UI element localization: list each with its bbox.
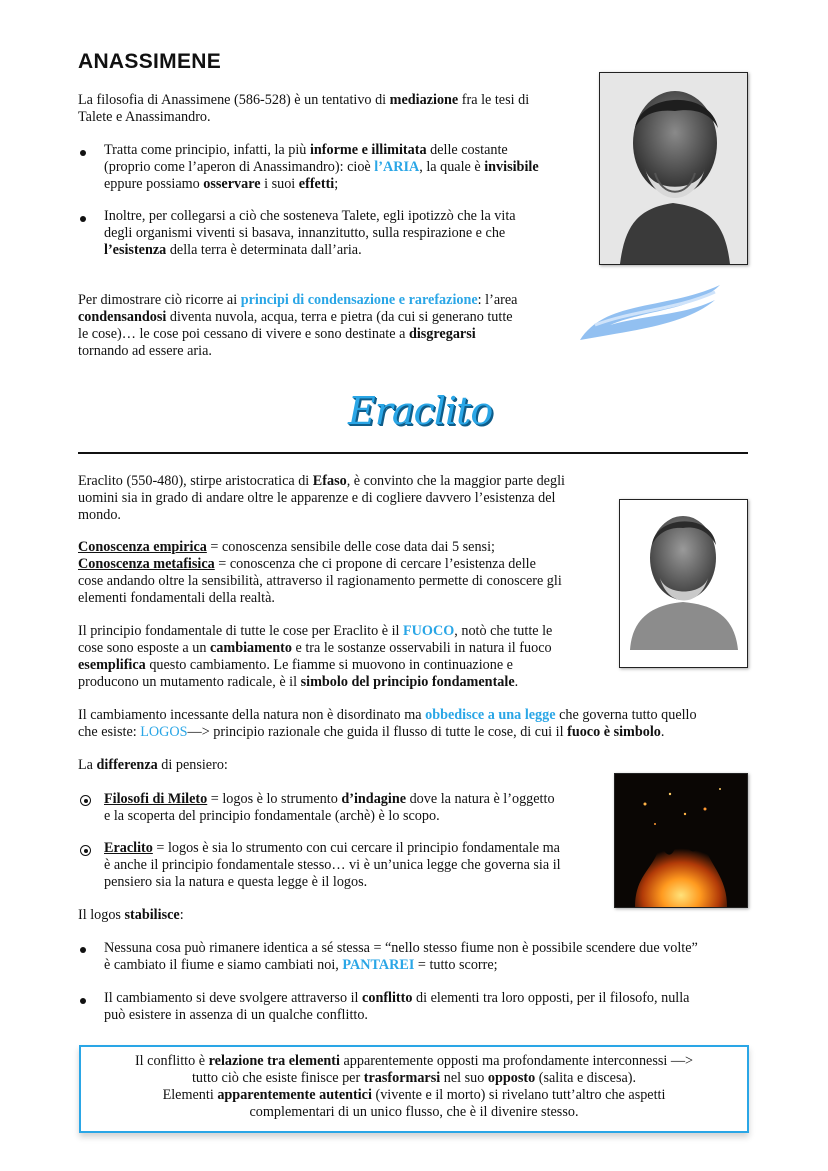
eraclito-conoscenza: Conoscenza empirica = conoscenza sensibile delle cose data dai 5 sensi; Conoscenza metafisica = conoscenza che ci propone di cercare l’esistenza delle cose andando oltre la sensibilità, attraverso il ragionamento permette di conoscere gli elementi fondamentali della realtà. [78, 539, 562, 606]
bullet-circle [80, 845, 91, 856]
eraclito-logos: Il cambiamento incessante della natura non è disordinato ma obbedisce a una legge che governa tutto quello che esiste: LOGOS—> principio razionale che guida il flusso di tutte le cose, di cui il fuoco è simbolo. [78, 707, 697, 740]
eraclito-intro: Eraclito (550-480), stirpe aristocratica di Efaso, è convinto che la maggior parte degli uomini sia in grado di andare oltre le apparenze e di cogliere davvero l’esistenza del mondo. [78, 473, 565, 523]
anassimene-intro: La filosofia di Anassimene (586-528) è un tentativo di mediazione fra le tesi di Talete e Anassimandro. [78, 92, 530, 125]
mileto-bullet: Filosofi di Mileto = logos è lo strumento d’indagine dove la natura è l’oggetto e la scoperta del principio fondamentale (archè) è lo scopo. [104, 791, 555, 824]
conclusion-box: Il conflitto è relazione tra elementi apparentemente opposti ma profondamente interconnessi —> tutto ciò che esiste finisce per trasformarsi nel suo opposto (salita e discesa). Elementi apparentemente autentici (vivente e il morto) si rivelano tutt’altro che aspetti complementari di un unico flusso, che è il divenire stesso. [79, 1045, 749, 1133]
bullet-dot [80, 947, 86, 953]
conflitto-bullet: Il cambiamento si deve svolgere attraverso il conflitto di elementi tra loro opposti, per il filosofo, nulla può esistere in assenza di un qualche conflitto. [104, 990, 690, 1023]
eraclito-differenza: La differenza di pensiero: [78, 757, 228, 773]
eraclito-fuoco: Il principio fondamentale di tutte le cose per Eraclito è il FUOCO, notò che tutte le cose sono esposte a un cambiamento e tra le sostanze osservabili in natura il fuoco esemplifica questo cambiamento. Le fiamme si muovono in continuazione e producono un mutamento radicale, è il simbolo del principio fondamentale. [78, 623, 553, 690]
anassimene-portrait-image [599, 72, 748, 265]
wind-swoosh-image [575, 280, 725, 350]
eraclito-bullet: Eraclito = logos è sia lo strumento con cui cercare il principio fondamentale ma è anche il principio fondamentale stesso… vi è un’unica legge che governa sia il pensiero sia la natura e questa legge è il logos. [104, 840, 561, 890]
bullet-dot [80, 998, 86, 1004]
section-divider [78, 452, 748, 454]
section-title-anassimene: ANASSIMENE [78, 50, 222, 73]
bullet-dot [80, 216, 86, 222]
anassimene-bullet-1: Tratta come principio, infatti, la più informe e illimitata delle costante (proprio come l’aperon di Anassimandro): cioè l’ARIA, la quale è invisibile eppure possiamo osservare i suoi effetti; [104, 142, 539, 192]
eraclito-stabilisce: Il logos stabilisce: [78, 907, 184, 923]
eraclito-portrait-image [619, 499, 748, 668]
bullet-dot [80, 150, 86, 156]
pantarei-bullet: Nessuna cosa può rimanere identica a sé stessa = “nello stesso fiume non è possibile scendere due volte” è cambiato il fiume e siamo cambiati noi, PANTAREI = tutto scorre; [104, 940, 698, 973]
bullet-circle [80, 795, 91, 806]
anassimene-bullet-2: Inoltre, per collegarsi a ciò che sosteneva Talete, egli ipotizzò che la vita degli organismi viventi si basava, innanzitutto, sulla respirazione e che l’esistenza della terra è determinata dall’aria. [104, 208, 516, 258]
fire-image [614, 773, 748, 908]
section-title-eraclito: Eraclito [348, 389, 493, 433]
anassimene-rarefazione: Per dimostrare ciò ricorre ai principi di condensazione e rarefazione: l’area condensandosi diventa nuvola, acqua, terra e pietra (da cui si generano tutte le cose)… le cose poi cessano di vivere e sono destinate a disgregarsi tornando ad essere aria. [78, 292, 518, 359]
